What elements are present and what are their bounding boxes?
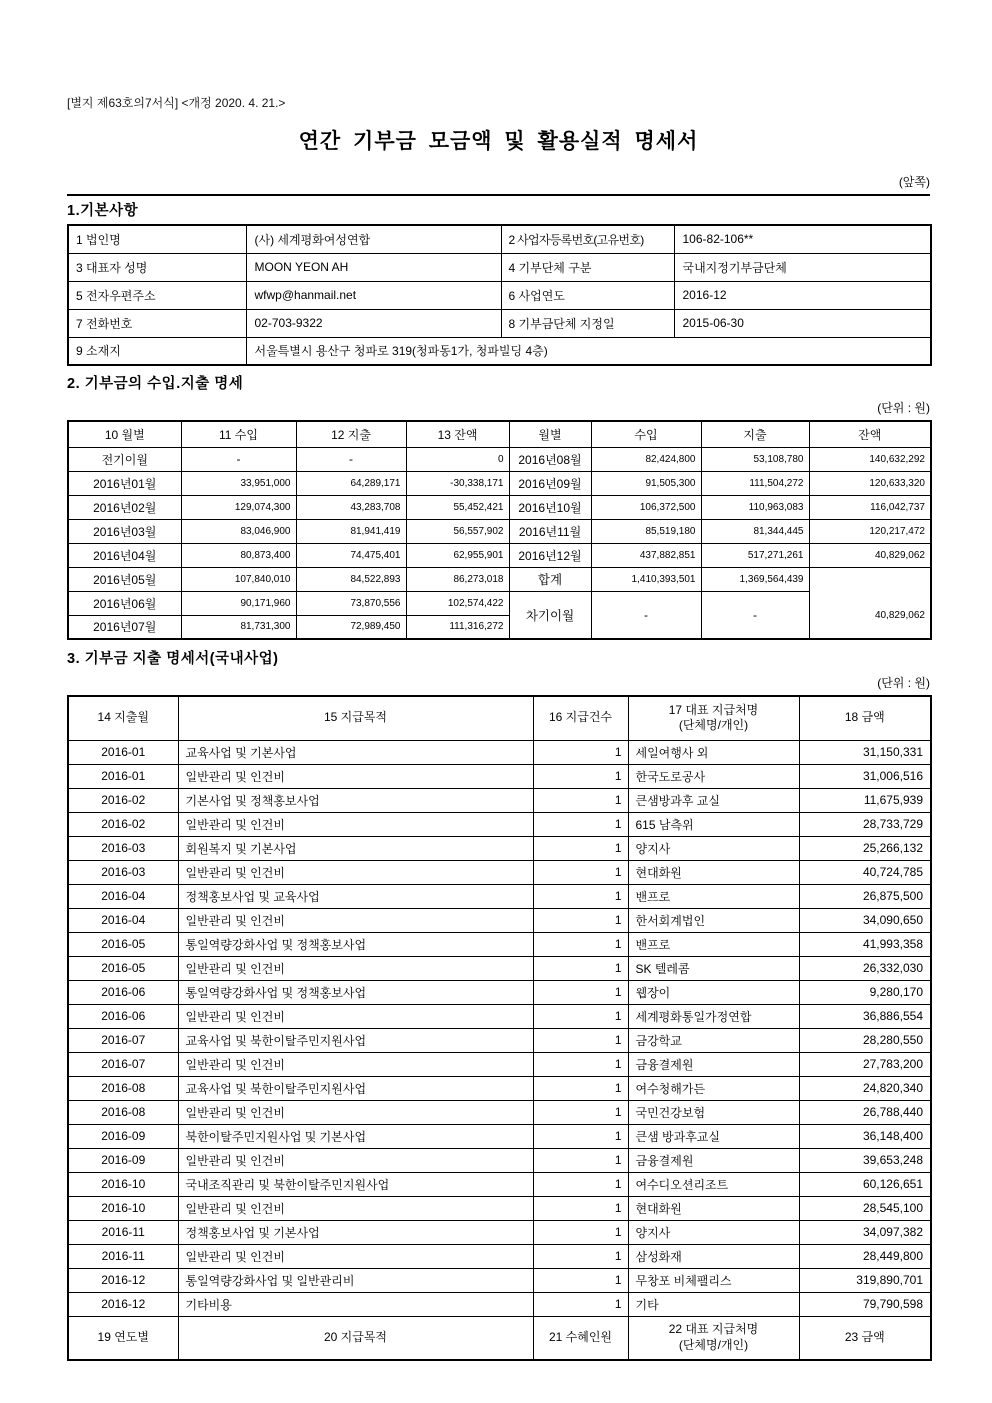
org-type-value: 국내지정기부금단체 [674, 253, 931, 281]
table-row [68, 1004, 931, 1028]
table-row [68, 980, 931, 1004]
expense-month-cell: 2016-03 [68, 836, 178, 860]
count-cell: 1 [533, 1292, 628, 1316]
payee-cell: 삼성화재 [628, 1244, 799, 1268]
purpose-cell: 통일역량강화사업 및 일반관리비 [178, 1268, 533, 1292]
month-cell: 2016년08월 [509, 447, 591, 471]
field-label: 7 전화번호 [68, 309, 246, 337]
column-header [628, 1316, 799, 1360]
purpose-cell: 기본사업 및 정책홍보사업 [178, 788, 533, 812]
purpose-cell: 일반관리 및 인건비 [178, 764, 533, 788]
income-cell: 33,951,000 [181, 471, 296, 495]
amount-cell: 39,653,248 [799, 1148, 931, 1172]
section3-heading: 3. 기부금 지출 명세서(국내사업) [67, 651, 279, 667]
address-value: 서울특별시 용산구 청파로 319(청파동1가, 청파빌딩 4층) [246, 337, 931, 365]
table-row [68, 1292, 931, 1316]
income-cell: 129,074,300 [181, 495, 296, 519]
section1-heading: 1.기본사항 [67, 203, 139, 219]
month-cell: 2016년10월 [509, 495, 591, 519]
table-row [68, 1100, 931, 1124]
count-cell: 1 [533, 1124, 628, 1148]
purpose-cell: 국내조직관리 및 북한이탈주민지원사업 [178, 1172, 533, 1196]
representative-name-value: MOON YEON AH [246, 253, 501, 281]
table-row [68, 281, 931, 309]
count-cell: 1 [533, 860, 628, 884]
table-row [68, 1268, 931, 1292]
payee-cell: 기타 [628, 1292, 799, 1316]
table-row [68, 543, 931, 567]
amount-cell: 28,733,729 [799, 812, 931, 836]
payee-cell: 현대화원 [628, 860, 799, 884]
table-header-row [68, 421, 931, 447]
payee-cell: 금강학교 [628, 1028, 799, 1052]
expense-month-cell: 2016-02 [68, 812, 178, 836]
expense-cell: 517,271,261 [701, 543, 809, 567]
payee-cell: 세계평화통일가정연합 [628, 1004, 799, 1028]
count-cell: 1 [533, 1100, 628, 1124]
count-cell: 1 [533, 1052, 628, 1076]
expense-month-cell: 2016-09 [68, 1148, 178, 1172]
month-cell: 2016년12월 [509, 543, 591, 567]
income-cell: 106,372,500 [591, 495, 701, 519]
field-label: 6 사업연도 [501, 281, 674, 309]
purpose-cell: 정책홍보사업 및 기본사업 [178, 1220, 533, 1244]
payee-cell: 밴프로 [628, 884, 799, 908]
carryover-label: 차기이월 [509, 591, 591, 639]
field-label: 2 사업자등록번호(고유번호) [501, 225, 674, 253]
income-cell: 91,505,300 [591, 471, 701, 495]
column-header: 19 연도별 [68, 1316, 178, 1360]
column-header-line1: 17 대표 지급처명 [668, 702, 759, 717]
column-header-line2: (단체명/개인) [678, 1337, 749, 1352]
payee-cell: 무창포 비체팰리스 [628, 1268, 799, 1292]
email-value: wfwp@hanmail.net [246, 281, 501, 309]
amount-cell: 26,875,500 [799, 884, 931, 908]
table-row [68, 1172, 931, 1196]
amount-cell: 36,886,554 [799, 1004, 931, 1028]
purpose-cell: 통일역량강화사업 및 정책홍보사업 [178, 932, 533, 956]
amount-cell: 11,675,939 [799, 788, 931, 812]
count-cell: 1 [533, 956, 628, 980]
table-row [68, 519, 931, 543]
table-row [68, 495, 931, 519]
table-row [68, 253, 931, 281]
expense-month-cell: 2016-03 [68, 860, 178, 884]
amount-cell: 31,006,516 [799, 764, 931, 788]
count-cell: 1 [533, 764, 628, 788]
count-cell: 1 [533, 836, 628, 860]
balance-cell: 0 [406, 447, 509, 471]
purpose-cell: 일반관리 및 인건비 [178, 1052, 533, 1076]
expense-cell: 81,941,419 [296, 519, 406, 543]
table-row [68, 447, 931, 471]
month-cell: 2016년07월 [68, 615, 181, 639]
payee-cell: 현대화원 [628, 1196, 799, 1220]
income-cell: 90,171,960 [181, 591, 296, 615]
unit-label: (단위 : 원) [877, 401, 930, 415]
table-row [68, 1220, 931, 1244]
balance-cell: 111,316,272 [406, 615, 509, 639]
column-header: 11 수입 [181, 421, 296, 447]
income-cell: 82,424,800 [591, 447, 701, 471]
table-row [68, 309, 931, 337]
balance-cell: 55,452,421 [406, 495, 509, 519]
table-header-row [68, 696, 931, 740]
count-cell: 1 [533, 1244, 628, 1268]
purpose-cell: 일반관리 및 인건비 [178, 1148, 533, 1172]
income-cell: 85,519,180 [591, 519, 701, 543]
count-cell: 1 [533, 932, 628, 956]
expense-month-cell: 2016-05 [68, 932, 178, 956]
total-expense-cell: 1,369,564,439 [701, 567, 809, 591]
page-title: 연간 기부금 모금액 및 활용실적 명세서 [298, 130, 699, 153]
balance-cell: 120,633,320 [809, 471, 931, 495]
column-header: 23 금액 [799, 1316, 931, 1360]
column-header: 지출 [701, 421, 809, 447]
field-label: 4 기부단체 구분 [501, 253, 674, 281]
column-header: 15 지급목적 [178, 696, 533, 740]
form-number-note: [별지 제63호의7서식] <개정 2020. 4. 21.> [67, 96, 286, 110]
amount-cell: 31,150,331 [799, 740, 931, 764]
amount-cell: 24,820,340 [799, 1076, 931, 1100]
count-cell: 1 [533, 980, 628, 1004]
table-row [68, 1076, 931, 1100]
expense-cell: 84,522,893 [296, 567, 406, 591]
table-row [68, 1148, 931, 1172]
expenditure-table [67, 695, 932, 1361]
section2-heading: 2. 기부금의 수입.지출 명세 [67, 376, 244, 392]
expense-month-cell: 2016-08 [68, 1100, 178, 1124]
balance-cell: 86,273,018 [406, 567, 509, 591]
expense-cell: 64,289,171 [296, 471, 406, 495]
income-cell: 81,731,300 [181, 615, 296, 639]
purpose-cell: 회원복지 및 기본사업 [178, 836, 533, 860]
purpose-cell: 기타비용 [178, 1292, 533, 1316]
column-header: 12 지출 [296, 421, 406, 447]
table-row [68, 1052, 931, 1076]
purpose-cell: 일반관리 및 인건비 [178, 956, 533, 980]
payee-cell: 여수청해가든 [628, 1076, 799, 1100]
count-cell: 1 [533, 884, 628, 908]
expense-month-cell: 2016-10 [68, 1172, 178, 1196]
expense-cell: 111,504,272 [701, 471, 809, 495]
front-side-label: (앞쪽) [898, 175, 930, 189]
purpose-cell: 일반관리 및 인건비 [178, 1100, 533, 1124]
table-row [68, 812, 931, 836]
purpose-cell: 일반관리 및 인건비 [178, 812, 533, 836]
column-header: 14 지출월 [68, 696, 178, 740]
table-header-row [68, 1316, 931, 1360]
field-label: 9 소재지 [68, 337, 246, 365]
purpose-cell: 일반관리 및 인건비 [178, 908, 533, 932]
expense-month-cell: 2016-06 [68, 1004, 178, 1028]
amount-cell: 36,148,400 [799, 1124, 931, 1148]
income-cell: 83,046,900 [181, 519, 296, 543]
payee-cell: 큰샘 방과후교실 [628, 1124, 799, 1148]
count-cell: 1 [533, 1196, 628, 1220]
count-cell: 1 [533, 1004, 628, 1028]
payee-cell: 밴프로 [628, 932, 799, 956]
purpose-cell: 정책홍보사업 및 교육사업 [178, 884, 533, 908]
amount-cell: 34,090,650 [799, 908, 931, 932]
column-header: 18 금액 [799, 696, 931, 740]
count-cell: 1 [533, 740, 628, 764]
balance-cell: 62,955,901 [406, 543, 509, 567]
amount-cell: 27,783,200 [799, 1052, 931, 1076]
expense-month-cell: 2016-01 [68, 764, 178, 788]
payee-cell: 세일여행사 외 [628, 740, 799, 764]
table-row [68, 337, 931, 365]
total-income-cell: 1,410,393,501 [591, 567, 701, 591]
amount-cell: 60,126,651 [799, 1172, 931, 1196]
month-cell: 2016년05월 [68, 567, 181, 591]
payee-cell: 금융결제원 [628, 1148, 799, 1172]
column-header: 10 월별 [68, 421, 181, 447]
column-header-line2: (단체명/개인) [678, 718, 749, 733]
count-cell: 1 [533, 1076, 628, 1100]
carryover-balance-cell: 40,829,062 [809, 567, 931, 639]
purpose-cell: 일반관리 및 인건비 [178, 860, 533, 884]
month-cell: 2016년02월 [68, 495, 181, 519]
payee-cell: 양지사 [628, 1220, 799, 1244]
column-header: 수입 [591, 421, 701, 447]
income-expense-table [67, 420, 932, 640]
table-row [68, 788, 931, 812]
payee-cell: 615 남측위 [628, 812, 799, 836]
column-header [628, 696, 799, 740]
table-row [68, 908, 931, 932]
business-number-value: 106-82-106** [674, 225, 931, 253]
table-row [68, 225, 931, 253]
amount-cell: 9,280,170 [799, 980, 931, 1004]
table-row [68, 884, 931, 908]
payee-cell: 한국도로공사 [628, 764, 799, 788]
header-divider [67, 194, 930, 196]
column-header: 잔액 [809, 421, 931, 447]
month-cell: 2016년09월 [509, 471, 591, 495]
amount-cell: 34,097,382 [799, 1220, 931, 1244]
expense-cell: 43,283,708 [296, 495, 406, 519]
expense-month-cell: 2016-07 [68, 1052, 178, 1076]
expense-cell: 81,344,445 [701, 519, 809, 543]
table-row [68, 956, 931, 980]
month-cell: 2016년03월 [68, 519, 181, 543]
purpose-cell: 통일역량강화사업 및 정책홍보사업 [178, 980, 533, 1004]
payee-cell: 금융결제원 [628, 1052, 799, 1076]
expense-month-cell: 2016-02 [68, 788, 178, 812]
carryover-income-cell: - [591, 591, 701, 639]
field-label: 5 전자우편주소 [68, 281, 246, 309]
expense-month-cell: 2016-06 [68, 980, 178, 1004]
table-row [68, 1244, 931, 1268]
payee-cell: 여수디오션리조트 [628, 1172, 799, 1196]
balance-cell: 116,042,737 [809, 495, 931, 519]
amount-cell: 79,790,598 [799, 1292, 931, 1316]
purpose-cell: 일반관리 및 인건비 [178, 1004, 533, 1028]
amount-cell: 25,266,132 [799, 836, 931, 860]
count-cell: 1 [533, 1148, 628, 1172]
table-row [68, 591, 931, 615]
expense-month-cell: 2016-01 [68, 740, 178, 764]
balance-cell: 56,557,902 [406, 519, 509, 543]
balance-cell: 40,829,062 [809, 543, 931, 567]
table-row [68, 1196, 931, 1220]
expense-month-cell: 2016-12 [68, 1268, 178, 1292]
month-cell: 2016년04월 [68, 543, 181, 567]
count-cell: 1 [533, 788, 628, 812]
purpose-cell: 일반관리 및 인건비 [178, 1196, 533, 1220]
business-year-value: 2016-12 [674, 281, 931, 309]
table-row [68, 860, 931, 884]
table-row [68, 836, 931, 860]
count-cell: 1 [533, 1268, 628, 1292]
expense-month-cell: 2016-04 [68, 884, 178, 908]
expense-month-cell: 2016-05 [68, 956, 178, 980]
field-label: 3 대표자 성명 [68, 253, 246, 281]
expense-month-cell: 2016-09 [68, 1124, 178, 1148]
designation-date-value: 2015-06-30 [674, 309, 931, 337]
total-label: 합계 [509, 567, 591, 591]
income-cell: 437,882,851 [591, 543, 701, 567]
expense-month-cell: 2016-04 [68, 908, 178, 932]
unit-label: (단위 : 원) [877, 676, 930, 690]
amount-cell: 26,332,030 [799, 956, 931, 980]
expense-month-cell: 2016-11 [68, 1220, 178, 1244]
count-cell: 1 [533, 908, 628, 932]
count-cell: 1 [533, 1172, 628, 1196]
income-cell: 80,873,400 [181, 543, 296, 567]
table-row [68, 471, 931, 495]
table-row [68, 932, 931, 956]
count-cell: 1 [533, 1220, 628, 1244]
amount-cell: 40,724,785 [799, 860, 931, 884]
amount-cell: 28,449,800 [799, 1244, 931, 1268]
purpose-cell: 교육사업 및 북한이탈주민지원사업 [178, 1076, 533, 1100]
expense-month-cell: 2016-10 [68, 1196, 178, 1220]
column-header: 13 잔액 [406, 421, 509, 447]
income-cell: 107,840,010 [181, 567, 296, 591]
payee-cell: 양지사 [628, 836, 799, 860]
month-cell: 2016년06월 [68, 591, 181, 615]
expense-cell: 72,989,450 [296, 615, 406, 639]
amount-cell: 26,788,440 [799, 1100, 931, 1124]
column-header-line1: 22 대표 지급처명 [668, 1322, 759, 1337]
count-cell: 1 [533, 1028, 628, 1052]
purpose-cell: 일반관리 및 인건비 [178, 1244, 533, 1268]
expense-cell: - [296, 447, 406, 471]
table-row [68, 1028, 931, 1052]
basic-info-table [67, 224, 932, 366]
amount-cell: 28,545,100 [799, 1196, 931, 1220]
expense-month-cell: 2016-07 [68, 1028, 178, 1052]
balance-cell: 102,574,422 [406, 591, 509, 615]
payee-cell: SK 텔레콤 [628, 956, 799, 980]
month-cell: 2016년11월 [509, 519, 591, 543]
phone-value: 02-703-9322 [246, 309, 501, 337]
balance-cell: 120,217,472 [809, 519, 931, 543]
payee-cell: 큰샘방과후 교실 [628, 788, 799, 812]
amount-cell: 28,280,550 [799, 1028, 931, 1052]
table-row [68, 567, 931, 591]
expense-cell: 74,475,401 [296, 543, 406, 567]
carryover-expense-cell: - [701, 591, 809, 639]
amount-cell: 319,890,701 [799, 1268, 931, 1292]
payee-cell: 웹장이 [628, 980, 799, 1004]
expense-month-cell: 2016-08 [68, 1076, 178, 1100]
expense-cell: 110,963,083 [701, 495, 809, 519]
expense-cell: 73,870,556 [296, 591, 406, 615]
column-header: 21 수혜인원 [533, 1316, 628, 1360]
balance-cell: -30,338,171 [406, 471, 509, 495]
income-cell: - [181, 447, 296, 471]
count-cell: 1 [533, 812, 628, 836]
purpose-cell: 교육사업 및 북한이탈주민지원사업 [178, 1028, 533, 1052]
table-row [68, 740, 931, 764]
field-label: 8 기부금단체 지정일 [501, 309, 674, 337]
amount-cell: 41,993,358 [799, 932, 931, 956]
field-label: 1 법인명 [68, 225, 246, 253]
expense-cell: 53,108,780 [701, 447, 809, 471]
corporation-name-value: (사) 세계평화여성연합 [246, 225, 501, 253]
column-header: 20 지급목적 [178, 1316, 533, 1360]
payee-cell: 국민건강보험 [628, 1100, 799, 1124]
table-row [68, 764, 931, 788]
column-header: 월별 [509, 421, 591, 447]
balance-cell: 140,632,292 [809, 447, 931, 471]
payee-cell: 한서회계법인 [628, 908, 799, 932]
column-header: 16 지급건수 [533, 696, 628, 740]
expense-month-cell: 2016-12 [68, 1292, 178, 1316]
purpose-cell: 교육사업 및 기본사업 [178, 740, 533, 764]
expense-month-cell: 2016-11 [68, 1244, 178, 1268]
month-cell: 2016년01월 [68, 471, 181, 495]
purpose-cell: 북한이탈주민지원사업 및 기본사업 [178, 1124, 533, 1148]
table-row [68, 1124, 931, 1148]
month-cell: 전기이월 [68, 447, 181, 471]
